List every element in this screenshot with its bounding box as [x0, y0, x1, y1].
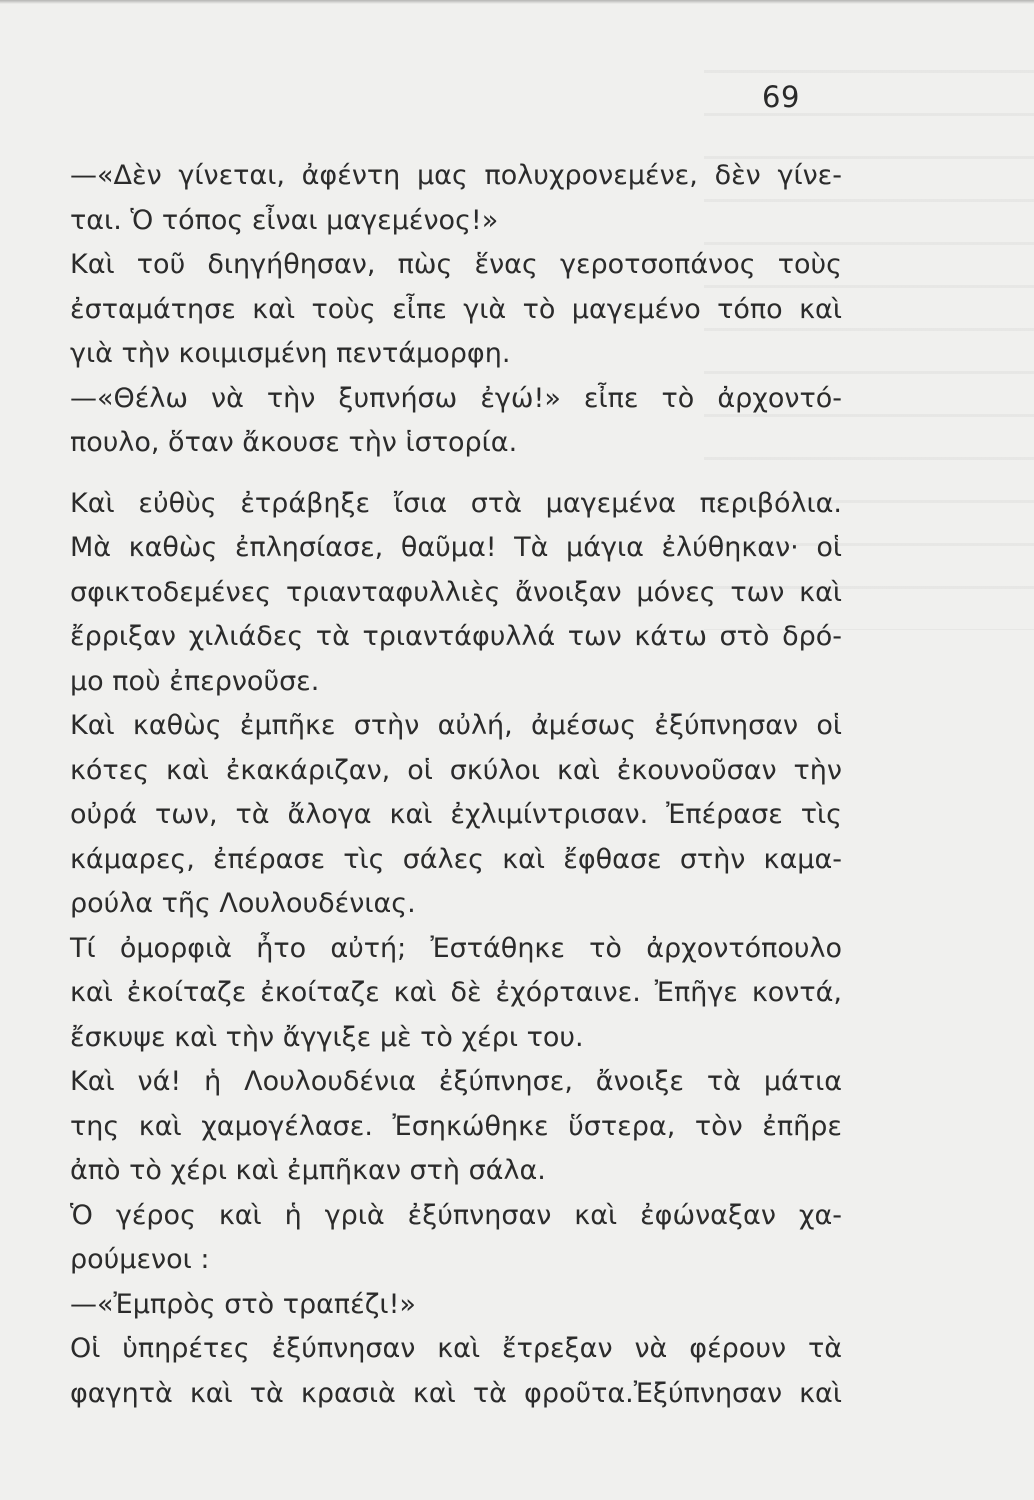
- text-line: οὐρά των, τὰ ἄλογα καὶ ἐχλιμίντρισαν. Ἐπέρασε τὶς: [70, 799, 842, 830]
- text-line: Καὶ νά! ἡ Λουλουδένια ἐξύπνησε, ἄνοιξε τὰ μάτια: [70, 1066, 842, 1097]
- text-line: Τί ὀμορφιὰ ἦτο αὐτή; Ἐστάθηκε τὸ ἀρχοντόπουλο: [70, 932, 842, 964]
- text-line: κότες καὶ ἐκακάριζαν, οἱ σκύλοι καὶ ἐκουνοῦσαν τὴν: [70, 754, 842, 786]
- text-line: πουλο, ὅταν ἄκουσε τὴν ἱστορία.: [70, 427, 518, 458]
- text-line: —«Δὲν γίνεται, ἀφέντη μας πολυχρονεμένε, δὲν γίνε-: [70, 160, 842, 191]
- body-text: [70, 154, 842, 1416]
- text-line: ἀπὸ τὸ χέρι καὶ ἐμπῆκαν στὴ σάλα.: [70, 1155, 546, 1186]
- text-line: ρούλα τῆς Λουλουδένιας.: [70, 888, 416, 919]
- text-line: καὶ ἐκοίταζε ἐκοίταζε καὶ δὲ ἐχόρταινε. Ἐπῆγε κοντά,: [70, 977, 842, 1008]
- text-line: Καὶ καθὼς ἐμπῆκε στὴν αὐλή, ἀμέσως ἐξύπνησαν οἱ: [70, 710, 842, 741]
- text-line: κάμαρες, ἐπέρασε τὶς σάλες καὶ ἔφθασε στὴν καμα-: [70, 843, 842, 875]
- text-line: φαγητὰ καὶ τὰ κρασιὰ καὶ τὰ φροῦτα.Ἐξύπνησαν καὶ: [70, 1377, 842, 1409]
- paragraph-gap: [70, 466, 842, 482]
- text-line: ἔρριξαν χιλιάδες τὰ τριαντάφυλλά των κάτω στὸ δρό-: [70, 621, 842, 652]
- text-line: ται. Ὁ τόπος εἶναι μαγεμένος!»: [70, 204, 499, 236]
- text-line: Καὶ εὐθὺς ἐτράβηξε ἴσια στὰ μαγεμένα περιβόλια.: [70, 487, 842, 519]
- page-top-edge: [0, 0, 1034, 4]
- text-line: της καὶ χαμογέλασε. Ἐσηκώθηκε ὕστερα, τὸν ἐπῆρε: [70, 1110, 842, 1142]
- text-line: Ὁ γέρος καὶ ἡ γριὰ ἐξύπνησαν καὶ ἐφώναξαν χα-: [70, 1199, 842, 1231]
- text-line: ἔσκυψε καὶ τὴν ἄγγιξε μὲ τὸ χέρι του.: [70, 1021, 584, 1053]
- page-number: 69: [762, 80, 800, 114]
- text-line: —«Θέλω νὰ τὴν ξυπνήσω ἐγώ!» εἶπε τὸ ἀρχοντό-: [70, 382, 842, 414]
- text-line: —«Ἐμπρὸς στὸ τραπέζι!»: [70, 1288, 416, 1320]
- text-line: Μὰ καθὼς ἐπλησίασε, θαῦμα! Τὰ μάγια ἐλύθηκαν· οἱ: [70, 532, 842, 563]
- text-line: Καὶ τοῦ διηγήθησαν, πὼς ἕνας γεροτσοπάνος τοὺς: [70, 249, 842, 280]
- text-line: ρούμενοι :: [70, 1244, 210, 1275]
- text-line: Οἱ ὑπηρέτες ἐξύπνησαν καὶ ἔτρεξαν νὰ φέρουν τὰ: [70, 1333, 842, 1364]
- text-line: γιὰ τὴν κοιμισμένη πεντάμορφη.: [70, 338, 511, 369]
- text-line: ἐσταμάτησε καὶ τοὺς εἶπε γιὰ τὸ μαγεμένο τόπο καὶ: [70, 293, 842, 325]
- text-line: μο ποὺ ἐπερνοῦσε.: [70, 665, 320, 697]
- text-line: σφικτοδεμένες τριανταφυλλιὲς ἄνοιξαν μόνες των καὶ: [70, 576, 842, 608]
